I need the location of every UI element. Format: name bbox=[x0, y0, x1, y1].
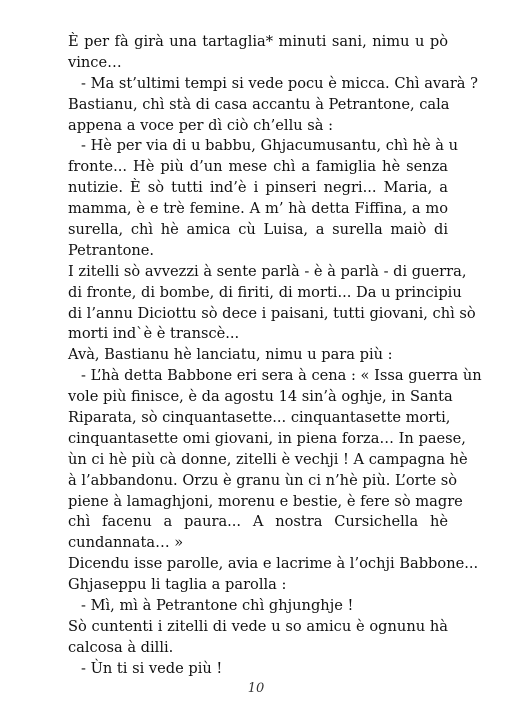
text-line: chì facenu a paura... A nostra Cursichella hè bbox=[68, 513, 448, 531]
text-line: - Mì, mì à Petrantone chì ghjunghje ! bbox=[81, 597, 354, 615]
text-line: Avà, Bastianu hè lanciatu, nimu u para più : bbox=[68, 346, 393, 364]
text-line: morti ind`è è transcè... bbox=[68, 325, 240, 343]
text-line: - Hè per via di u babbu, Ghjacumusantu, chì hè à u bbox=[81, 137, 459, 155]
text-line: piene à lamaghjoni, morenu e bestie, è fere sò magre bbox=[68, 492, 463, 510]
text-line: mamma, è e trè femine. A m’ hà detta Fiffina, a mo bbox=[68, 200, 448, 218]
text-line: nutizie. È sò tutti ind’è i pinseri negri... Maria, a bbox=[68, 179, 448, 197]
text-line: surella, chì hè amica cù Luisa, a surella maiò di bbox=[68, 221, 448, 239]
text-line: cinquantasette omi giovani, in piena forza… In paese, bbox=[68, 429, 466, 447]
text-line: vince… bbox=[68, 53, 122, 71]
text-line: cundannata… » bbox=[68, 534, 184, 552]
text-line: di fronte, di bombe, di firiti, di morti... Da u principiu bbox=[68, 283, 462, 301]
text-line: Sò cuntenti i zitelli di vede u so amicu è ognunu hà bbox=[68, 617, 448, 635]
text-line: calcosa à dilli. bbox=[68, 638, 174, 656]
text-line: - Ùn ti si vede più ! bbox=[81, 659, 223, 677]
text-line: Petrantone. bbox=[68, 241, 155, 259]
page-number: 10 bbox=[247, 681, 265, 696]
text-line: Ghjaseppu li taglia a parolla : bbox=[68, 576, 287, 594]
text-line: à l’abbandonu. Orzu è granu ùn ci n’hè più. L’orte sò bbox=[68, 471, 458, 489]
text-line: È per fà girà una tartaglia* minuti sani, nimu u pò bbox=[68, 33, 448, 50]
text-line: I zitelli sò avvezzi à sente parlà - è à parlà - di guerra, bbox=[68, 262, 467, 280]
text-line: fronte... Hè più d’un mese chì a famiglia hè senza bbox=[68, 158, 448, 176]
text-line: - L’hà detta Babbone eri sera à cena : « Issa guerra ùn bbox=[81, 367, 482, 385]
text-line: - Ma st’ultimi tempi si vede pocu è micca. Chì avarà ? bbox=[81, 74, 478, 92]
text-line: di l’annu Diciottu sò dece i paisani, tutti giovani, chì sò bbox=[68, 304, 476, 322]
text-line: Riparata, sò cinquantasette... cinquantasette morti, bbox=[68, 409, 451, 427]
text-line: Dicendu isse parolle, avia e lacrime à l’ochji Babbone... bbox=[68, 555, 479, 573]
text-line: ùn ci hè più cà donne, zitelli è vechji ! A campagna hè bbox=[68, 450, 468, 468]
text-line: appena a voce per dì ciò ch’ellu sà : bbox=[68, 116, 334, 134]
text-line: Bastianu, chì stà di casa accantu à Petrantone, cala bbox=[68, 95, 450, 113]
body-text bbox=[68, 32, 482, 680]
text-line: vole più finisce, è da agostu 14 sin’à oghje, in Santa bbox=[68, 388, 453, 406]
